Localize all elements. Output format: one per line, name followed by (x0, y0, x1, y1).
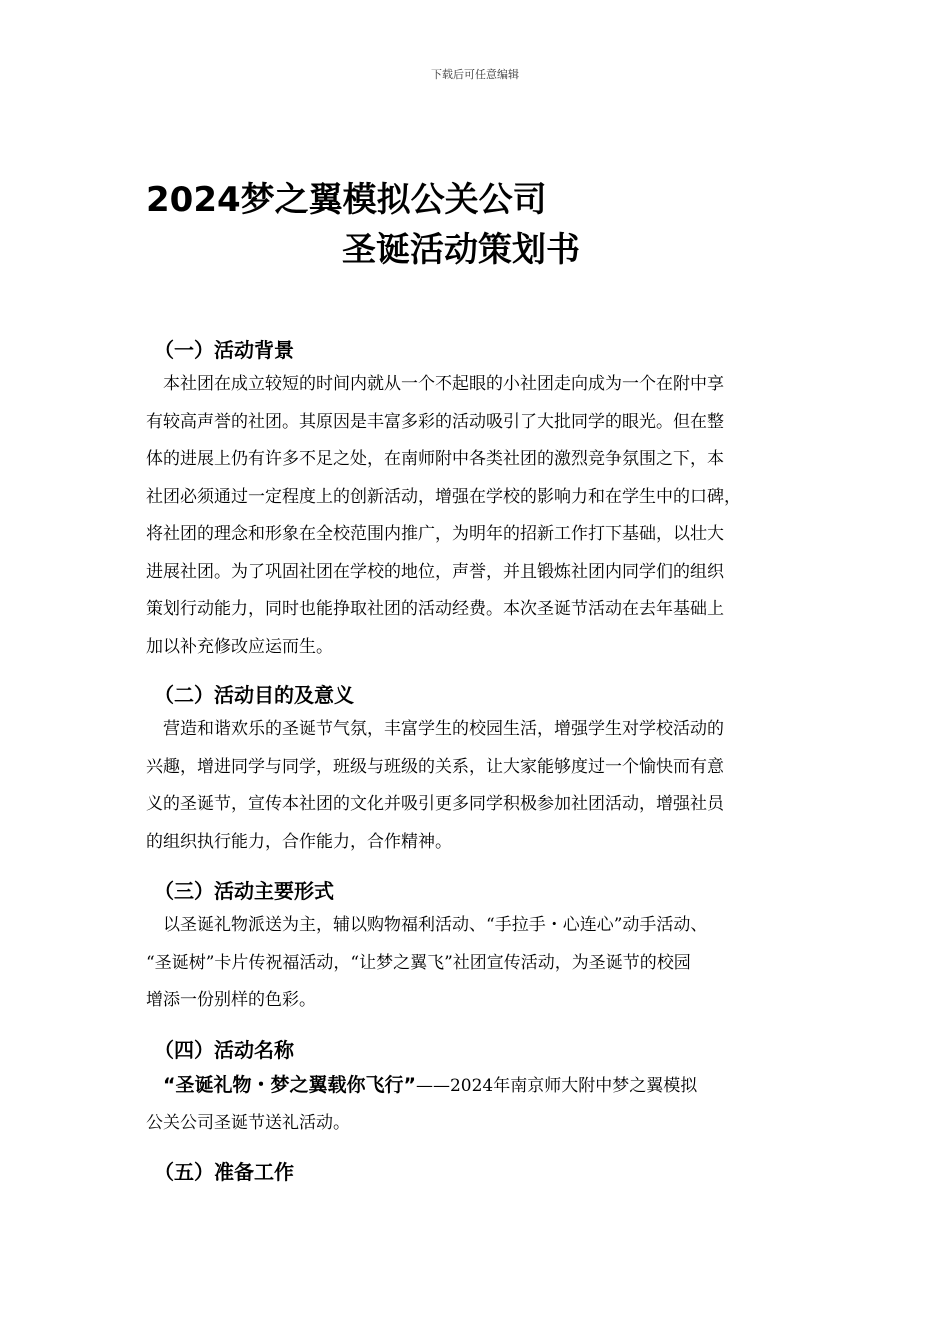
activity-name-rest: ——2024年南京师大附中梦之翼模拟 (415, 1076, 698, 1096)
text-line: 的组织执行能力，合作能力，合作精神。 (146, 831, 452, 852)
section-heading-name: （四）活动名称 (154, 1038, 294, 1062)
section-body-forms (146, 907, 821, 1020)
text-line: 增添一份别样的色彩。 (146, 990, 316, 1010)
section-body-purpose (146, 711, 821, 861)
section-body-background (146, 366, 821, 666)
text-line: 进展社团。为了巩固社团在学校的地位，声誉，并且锻炼社团内同学们的组织 (146, 561, 724, 582)
activity-name-bold: “圣诞礼物・梦之翼载你飞行” (163, 1074, 416, 1096)
text-line: “圣诞树”卡片传祝福活动，“让梦之翼飞”社团宣传活动，为圣诞节的校园 (146, 952, 691, 973)
text-line: 以圣诞礼物派送为主，辅以购物福利活动、“手拉手・心连心”动手活动、 (146, 915, 708, 935)
text-line: 将社团的理念和形象在全校范围内推广，为明年的招新工作打下基础，以壮大 (146, 524, 724, 544)
section-heading-background: （一）活动背景 (154, 338, 294, 362)
text-line: 本社团在成立较短的时间内就从一个不起眼的小社团走向成为一个在附中享 (146, 374, 724, 394)
section-heading-preparation: （五）准备工作 (154, 1160, 294, 1184)
text-line: 社团必须通过一定程度上的创新活动，增强在学校的影响力和在学生中的口碑， (146, 486, 741, 507)
text-line: 营造和谐欢乐的圣诞节气氛，丰富学生的校园生活，增强学生对学校活动的 (146, 719, 724, 739)
header-note: 下载后可任意编辑 (431, 68, 519, 81)
section-heading-purpose: （二）活动目的及意义 (154, 683, 354, 707)
text-line: 策划行动能力，同时也能挣取社团的活动经费。本次圣诞节活动在去年基础上 (146, 599, 724, 619)
text-line: 兴趣，增进同学与同学，班级与班级的关系，让大家能够度过一个愉快而有意 (146, 756, 724, 777)
text-line: 有较高声誉的社团。其原因是丰富多彩的活动吸引了大批同学的眼光。但在整 (146, 411, 724, 432)
section-body-name (146, 1067, 821, 1142)
document-title-line-2: 圣诞活动策划书 (342, 230, 580, 270)
text-line: 义的圣诞节，宣传本社团的文化并吸引更多同学积极参加社团活动，增强社员 (146, 794, 724, 814)
text-line: 加以补充修改应运而生。 (146, 636, 333, 657)
text-line: 公关公司圣诞节送礼活动。 (146, 1112, 350, 1133)
text-line-activity-name (146, 1067, 821, 1105)
document-title-line-1: 2024梦之翼模拟公关公司 (146, 180, 547, 220)
section-heading-forms: （三）活动主要形式 (154, 879, 334, 903)
text-line: 体的进展上仍有许多不足之处，在南师附中各类社团的激烈竞争氛围之下，本 (146, 449, 724, 469)
